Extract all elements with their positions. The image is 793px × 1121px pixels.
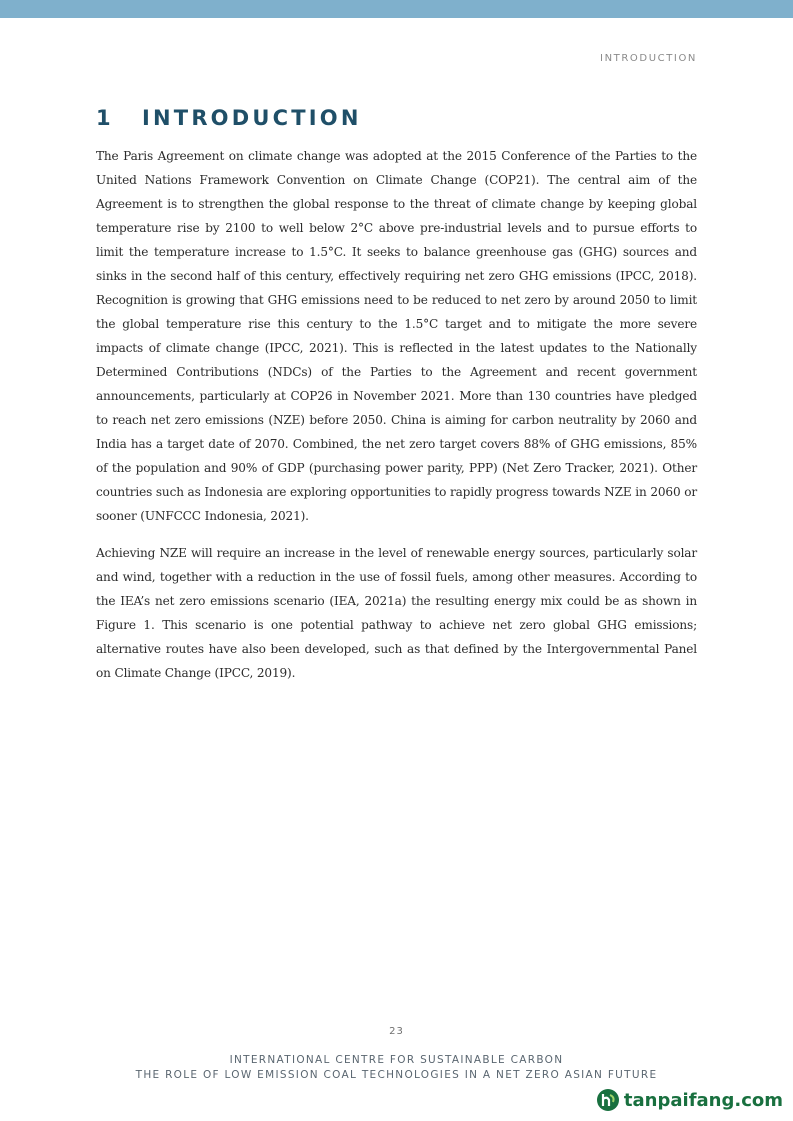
section-title: INTRODUCTION: [142, 106, 362, 130]
watermark: [596, 1088, 783, 1112]
watermark-text[interactable]: tanpaifang.com: [623, 1089, 783, 1111]
page-number: 23: [389, 1026, 404, 1037]
footer: [0, 1053, 793, 1083]
section-heading: [96, 106, 362, 130]
footer-org: INTERNATIONAL CENTRE FOR SUSTAINABLE CARBON: [229, 1054, 564, 1066]
tanpaifang-logo-icon: [596, 1088, 620, 1112]
top-color-bar: [0, 0, 793, 18]
section-number: 1: [96, 106, 114, 130]
body-text: [96, 144, 697, 698]
paragraph: The Paris Agreement on climate change was adopted at the 2015 Conference of the Parties to the United Nations Framework Convention on Climate Change (COP21). The central aim of the Agreement is to strengthen the global response to the threat of climate change by keeping global temperature rise by 2100 to well below 2°C above pre-industrial levels and to pursue efforts to limit the temperature increase to 1.5°C. It seeks to balance greenhouse gas (GHG) sources and sinks in the second half of this century, effectively requiring net zero GHG emissions (IPCC, 2018). Recognition is growing that GHG emissions need to be reduced to net zero by around 2050 to limit the global temperature rise this century to the 1.5°C target and to mitigate the more severe impacts of climate change (IPCC, 2021). This is reflected in the latest updates to the Nationally Determined Contributions (NDCs) of the Parties to the Agreement and recent government announcements, particularly at COP26 in November 2021. More than 130 countries have pledged to reach net zero emissions (NZE) before 2050. China is aiming for carbon neutrality by 2060 and India has a target date of 2070. Combined, the net zero target covers 88% of GHG emissions, 85% of the population and 90% of GDP (purchasing power parity, PPP) (Net Zero Tracker, 2021). Other countries such as Indonesia are exploring opportunities to rapidly progress towards NZE in 2060 or sooner (UNFCCC Indonesia, 2021).: [96, 149, 697, 523]
paragraph: Achieving NZE will require an increase in the level of renewable energy sources, particularly solar and wind, together with a reduction in the use of fossil fuels, among other measures. According to the IEA’s net zero emissions scenario (IEA, 2021a) the resulting energy mix could be as shown in Figure 1. This scenario is one potential pathway to achieve net zero global GHG emissions; alternative routes have also been developed, such as that defined by the Intergovernmental Panel on Climate Change (IPCC, 2019).: [96, 546, 697, 680]
running-head: INTRODUCTION: [600, 53, 697, 64]
footer-report-title: THE ROLE OF LOW EMISSION COAL TECHNOLOGIES IN A NET ZERO ASIAN FUTURE: [135, 1069, 658, 1081]
